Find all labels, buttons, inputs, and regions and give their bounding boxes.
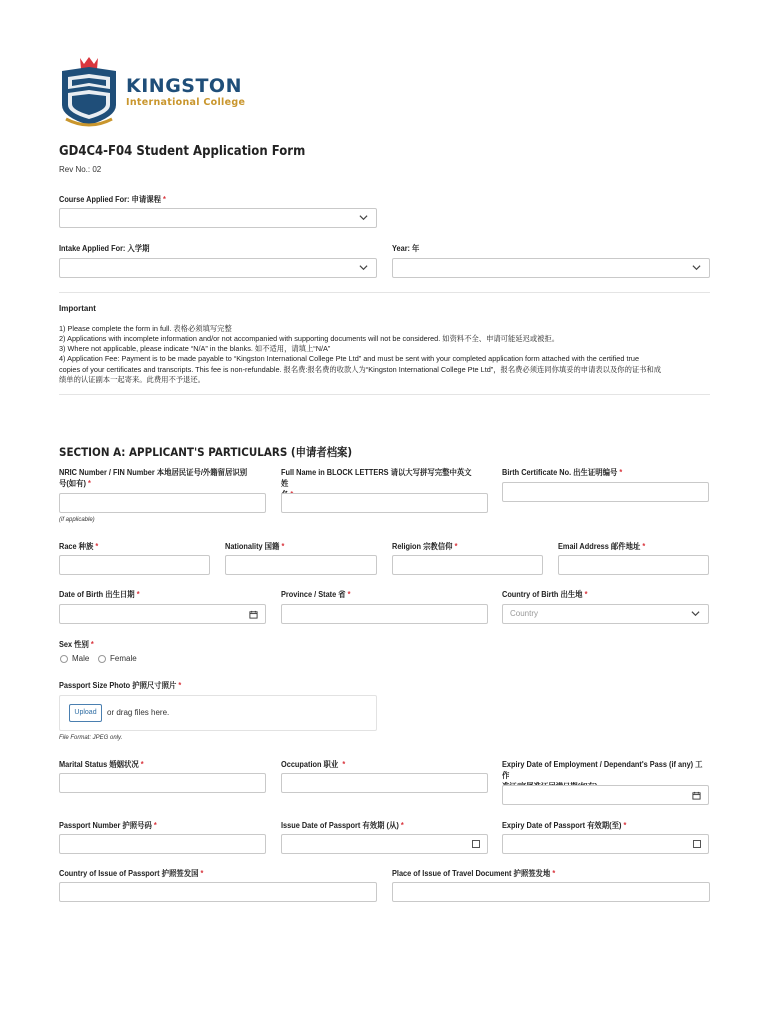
important-item: 2) Applications with incomplete information and/or not accompanied with supporting documents will not be considered. 如资料不全、申请可能延迟或被拒。 bbox=[59, 334, 560, 343]
race-input[interactable] bbox=[59, 555, 210, 575]
course-label: Course Applied For: 申请课程 * bbox=[59, 195, 166, 204]
sex-label: Sex 性别 * bbox=[59, 640, 94, 649]
important-item: 3) Where not applicable, please indicate “N/A” in the blanks. 如不适用，请填上“N/A” bbox=[59, 344, 331, 353]
religion-label: Religion 宗教信仰 * bbox=[392, 542, 458, 551]
important-item: copies of your certificates and transcripts. This fee is non-refundable. 报名费:报名费的收款人为“Kingston International College Pte Ltd”，报名费必须连同你填妥的申请表以及你的证书和成 bbox=[59, 365, 662, 374]
calendar-icon[interactable] bbox=[249, 610, 258, 619]
marital-label: Marital Status 婚姻状况 * bbox=[59, 760, 144, 769]
calendar-icon[interactable] bbox=[692, 791, 701, 800]
race-label: Race 种族 * bbox=[59, 542, 99, 551]
religion-input[interactable] bbox=[392, 555, 543, 575]
dob-input[interactable] bbox=[59, 604, 266, 624]
place-issue-input[interactable] bbox=[392, 882, 710, 902]
date-picker-icon[interactable] bbox=[693, 840, 701, 848]
country-birth-select[interactable] bbox=[502, 604, 709, 624]
crest-icon bbox=[58, 55, 120, 127]
place-issue-label: Place of Issue of Travel Document 护照签发地 * bbox=[392, 869, 556, 878]
fullname-input[interactable] bbox=[281, 493, 488, 513]
expiry-pass-input[interactable] bbox=[502, 785, 709, 805]
photo-label: Passport Size Photo 护照尺寸照片 * bbox=[59, 681, 182, 690]
issue-date-input[interactable] bbox=[281, 834, 488, 854]
email-label: Email Address 邮件地址 * bbox=[558, 542, 646, 551]
email-input[interactable] bbox=[558, 555, 709, 575]
nationality-input[interactable] bbox=[225, 555, 377, 575]
upload-button[interactable]: Upload bbox=[69, 704, 102, 722]
course-select[interactable] bbox=[59, 208, 377, 228]
country-birth-label: Country of Birth 出生地 * bbox=[502, 590, 588, 599]
chevron-down-icon bbox=[359, 213, 368, 222]
nric-label: NRIC Number / FIN Number 本地居民证号/外籍留居识别 号(如有) * bbox=[59, 468, 248, 488]
photo-dropzone[interactable] bbox=[59, 695, 377, 731]
sex-male-radio[interactable] bbox=[60, 655, 68, 663]
country-issue-label: Country of Issue of Passport 护照签发国 * bbox=[59, 869, 204, 878]
country-issue-input[interactable] bbox=[59, 882, 377, 902]
important-title: Important bbox=[59, 304, 96, 313]
marital-input[interactable] bbox=[59, 773, 266, 793]
passport-no-input[interactable] bbox=[59, 834, 266, 854]
nric-note: (if applicable) bbox=[59, 517, 95, 523]
intake-label: Intake Applied For: 入学期 bbox=[59, 244, 150, 253]
chevron-down-icon bbox=[692, 263, 701, 272]
college-logo bbox=[58, 55, 258, 127]
issue-date-label: Issue Date of Passport 有效期 (从) * bbox=[281, 821, 404, 830]
form-title: GD4C4-F04 Student Application Form bbox=[59, 144, 306, 159]
revision-number: Rev No.: 02 bbox=[59, 165, 102, 174]
nric-input[interactable] bbox=[59, 493, 266, 513]
brand-name: KINGSTON bbox=[126, 75, 242, 97]
drag-hint: or drag files here. bbox=[107, 708, 170, 717]
occupation-input[interactable] bbox=[281, 773, 488, 793]
province-label: Province / State 省 * bbox=[281, 590, 351, 599]
fullname-label: Full Name in BLOCK LETTERS 请以大写拼写完整中英文姓 bbox=[281, 468, 472, 488]
sex-female-label: Female bbox=[110, 654, 137, 663]
divider bbox=[59, 394, 710, 395]
important-item: 绩单的认证副本一起寄来。此费用不予退还。 bbox=[59, 375, 205, 384]
expiry-pass-label: Expiry Date of Employment / Dependant's Pass (if any) 工作 bbox=[502, 760, 703, 780]
nationality-label: Nationality 国籍 * bbox=[225, 542, 285, 551]
birth-cert-input[interactable] bbox=[502, 482, 709, 502]
chevron-down-icon bbox=[691, 609, 700, 618]
birth-cert-label: Birth Certificate No. 出生证明编号 * bbox=[502, 468, 623, 477]
dob-label: Date of Birth 出生日期 * bbox=[59, 590, 140, 599]
intake-select[interactable] bbox=[59, 258, 377, 278]
occupation-label: Occupation 职业 * bbox=[281, 760, 346, 769]
expiry-passport-label: Expiry Date of Passport 有效期(至) * bbox=[502, 821, 627, 830]
country-placeholder: Country bbox=[510, 609, 539, 618]
year-label: Year: 年 bbox=[392, 244, 420, 253]
important-item: 1) Please complete the form in full. 表格必须填写完整 bbox=[59, 324, 232, 333]
province-input[interactable] bbox=[281, 604, 488, 624]
sex-female-radio[interactable] bbox=[98, 655, 106, 663]
file-format-note: File Format: JPEG only. bbox=[59, 735, 123, 741]
divider bbox=[59, 292, 710, 293]
chevron-down-icon bbox=[359, 263, 368, 272]
expiry-passport-input[interactable] bbox=[502, 834, 709, 854]
date-picker-icon[interactable] bbox=[472, 840, 480, 848]
sex-male-label: Male bbox=[72, 654, 90, 663]
passport-no-label: Passport Number 护照号码 * bbox=[59, 821, 157, 830]
important-item: 4) Application Fee: Payment is to be made payable to “Kingston International College Pte Ltd” and must be sent with your completed application form attached with the certified true bbox=[59, 354, 640, 363]
brand-subtitle: International College bbox=[126, 97, 246, 108]
year-select[interactable] bbox=[392, 258, 710, 278]
section-a-title: SECTION A: APPLICANT'S PARTICULARS (申请者档案) bbox=[59, 445, 353, 459]
